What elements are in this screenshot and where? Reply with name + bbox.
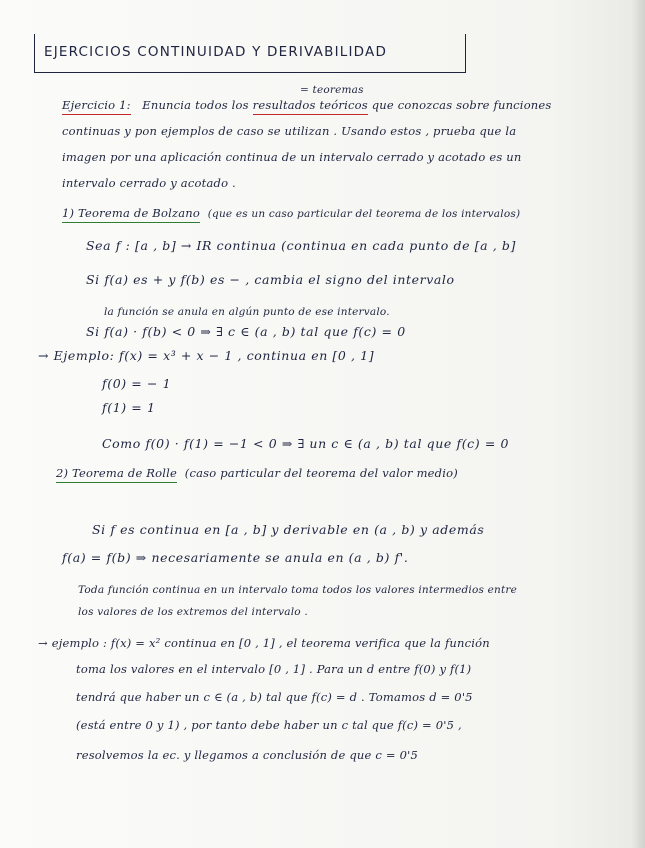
bolzano-example-line1: f(0) = − 1 — [102, 376, 172, 391]
bolzano-heading-note: (que es un caso particular del teorema de los intervalos) — [207, 208, 521, 220]
bolzano-heading: 1) Teorema de Bolzano — [62, 206, 200, 223]
bolzano-example: → Ejemplo: f(x) = x³ + x − 1 , continua en [0 , 1] — [38, 348, 375, 363]
bolzano-example-line3: Como f(0) · f(1) = −1 < 0 ⇒ ∃ un c ∈ (a , b) tal que f(c) = 0 — [102, 436, 510, 451]
exercise1-label: Ejercicio 1: — [62, 98, 131, 115]
exercise1-heading — [62, 98, 552, 112]
rolle-line4: los valores de los extremos del intervalo . — [78, 606, 308, 618]
rolle-example-line1: → ejemplo : f(x) = x² continua en [0 , 1] , el teorema verifica que la función — [38, 636, 490, 650]
rolle-heading-row — [56, 466, 458, 480]
rolle-heading: 2) Teorema de Rolle — [56, 466, 177, 483]
rolle-line3: Toda función continua en un intervalo toma todos los valores intermedios entre — [78, 584, 518, 596]
exercise1-text-c: que conozcas sobre funciones — [371, 98, 552, 112]
rolle-line2: f(a) = f(b) ⇒ necesariamente se anula en (a , b) f'. — [62, 550, 409, 565]
page-edge-shadow — [631, 0, 645, 848]
exercise1-text-b: resultados teóricos — [253, 98, 368, 115]
exercise1-line3: imagen por una aplicación continua de un intervalo cerrado y acotado es un — [62, 150, 522, 164]
bolzano-line3: la función se anula en algún punto de ese intervalo. — [104, 306, 390, 318]
exercise1-text-a: Enuncia todos los — [142, 98, 249, 112]
bolzano-heading-row — [62, 206, 520, 220]
rolle-example-line5: resolvemos la ec. y llegamos a conclusión de que c = 0'5 — [76, 748, 418, 762]
arrow-icon: → — [38, 636, 52, 650]
annotation-teoremas: = teoremas — [300, 84, 364, 96]
rolle-line1: Si f es continua en [a , b] y derivable en (a , b) y además — [92, 522, 485, 537]
bolzano-line1: Sea f : [a , b] → IR continua (continua en cada punto de [a , b] — [86, 238, 516, 253]
rolle-heading-note: (caso particular del teorema del valor medio) — [184, 466, 458, 480]
exercise1-line4: intervalo cerrado y acotado . — [62, 176, 236, 190]
exercise1-line2: continuas y pon ejemplos de caso se utilizan . Usando estos , prueba que la — [62, 124, 517, 138]
rolle-example-line3: tendrá que haber un c ∈ (a , b) tal que f(c) = d . Tomamos d = 0'5 — [76, 690, 473, 704]
bolzano-example-line2: f(1) = 1 — [102, 400, 156, 415]
page-title: EJERCICIOS CONTINUIDAD Y DERIVABILIDAD — [44, 44, 388, 60]
bolzano-line4: Si f(a) · f(b) < 0 ⇒ ∃ c ∈ (a , b) tal que f(c) = 0 — [86, 324, 406, 339]
arrow-icon: → — [38, 348, 54, 363]
rolle-example-line4: (está entre 0 y 1) , por tanto debe haber un c tal que f(c) = 0'5 , — [76, 718, 462, 732]
rolle-example-line2: toma los valores en el intervalo [0 , 1] . Para un d entre f(0) y f(1) — [76, 662, 472, 676]
bolzano-line2: Si f(a) es + y f(b) es − , cambia el signo del intervalo — [86, 272, 455, 287]
